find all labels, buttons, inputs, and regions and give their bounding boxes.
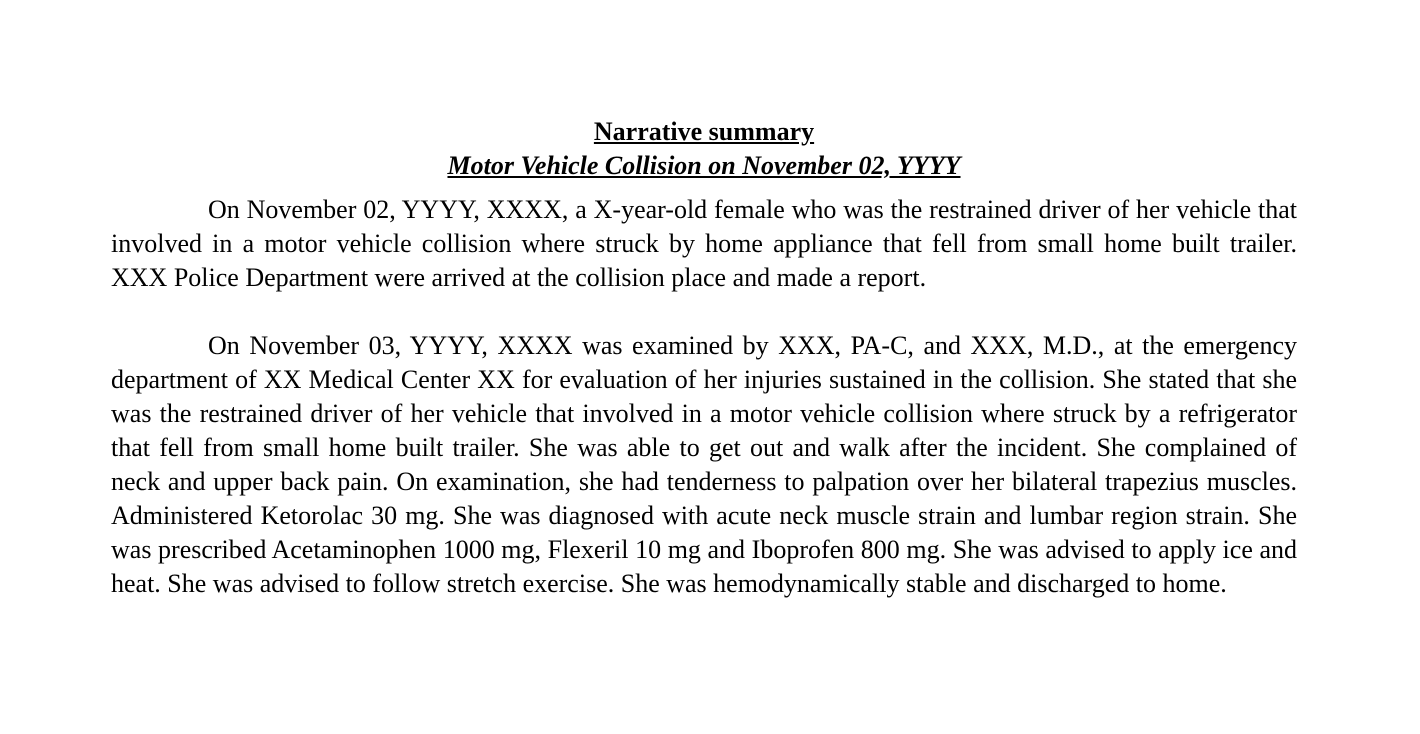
document-body (111, 115, 1297, 601)
paragraph-emergency-visit: On November 03, YYYY, XXXX was examined by XXX, PA-C, and XXX, M.D., at the emergency department of XX Medical Center XX for evaluation of her injuries sustained in the collision. She stated that she was the restrained driver of her vehicle that involved in a motor vehicle collision where struck by a refrigerator that fell from small home built trailer. She was able to get out and walk after the incident. She complained of neck and upper back pain. On examination, she had tenderness to palpation over her bilateral trapezius muscles. Administered Ketorolac 30 mg. She was diagnosed with acute neck muscle strain and lumbar region strain. She was prescribed Acetaminophen 1000 mg, Flexeril 10 mg and Iboprofen 800 mg. She was advised to apply ice and heat. She was advised to follow stretch exercise. She was hemodynamically stable and discharged to home. (111, 331, 1297, 598)
document-subtitle: Motor Vehicle Collision on November 02, YYYY (447, 151, 961, 180)
paragraph-collision: On November 02, YYYY, XXXX, a X-year-old female who was the restrained driver of her vehicle that involved in a motor vehicle collision where struck by home appliance that fell from small home built trailer. XXX Police Department were arrived at the collision place and made a report. (111, 195, 1297, 292)
document-title: Narrative summary (593, 117, 815, 146)
